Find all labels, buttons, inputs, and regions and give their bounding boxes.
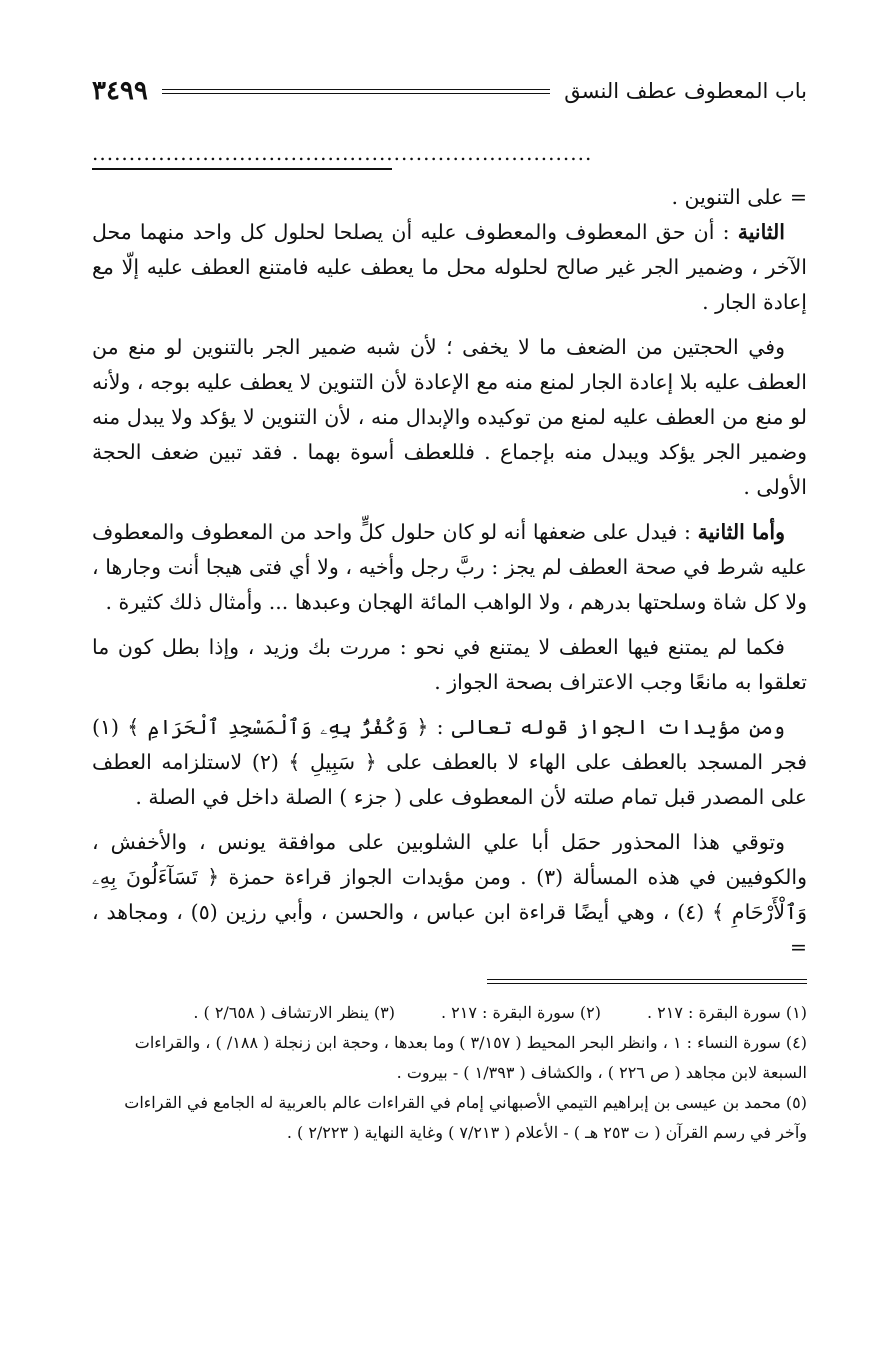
paragraph-lead: وأما الثانية	[697, 520, 785, 544]
paragraph-lead: الثانية	[737, 220, 785, 244]
header-rule	[162, 89, 550, 94]
footnote-1: (١) سورة البقرة : ٢١٧ .	[646, 1003, 807, 1022]
paragraph-readings: وتوقي هذا المحذور حمَل أبا علي الشلوبين على موافقة يونس ، والأخفش ، والكوفيين في هذه المسألة (٣) . ومن مؤيدات الجواز قراءة حمزة ﴿ تَسَآءَلُونَ بِهِۦ وَٱلْأَرْحَامِ ﴾ (٤) ، وهي أيضًا قراءة ابن عباس ، والحسن ، وأبي رزين (٥) ، ومجاهد ، =	[92, 830, 808, 959]
footnote-4: (٤) سورة النساء : ١ ، وانظر البحر المحيط ( ٣/١٥٧ ) وما بعدها ، وحجة ابن زنجلة ( ١٨٨/ ) ، والقراءات السبعة لابن مجاهد ( ص ٢٢٦ ) ، والكشاف ( ١/٣٩٣ ) - بيروت .	[134, 1033, 807, 1082]
main-text	[92, 180, 807, 965]
dot-leader: ....................................................................	[92, 142, 593, 164]
running-header	[92, 72, 807, 110]
continuation-line: = على التنوين .	[671, 185, 807, 209]
footnote-3: (٣) ينظر الارتشاف ( ٢/٦٥٨ ) .	[193, 1003, 395, 1022]
footnote-rule	[487, 979, 807, 984]
footnotes	[92, 998, 807, 1148]
paragraph-conclusion: فكما لم يمتنع فيها العطف لا يمتنع في نحو : مررت بك وزيد ، وإذا بطل كون ما تعلقوا به مانعًا وجب الاعتراف بصحة الجواز .	[92, 635, 807, 694]
paragraph-second-argument	[92, 215, 807, 320]
page-number: ٣٤٩٩	[92, 76, 148, 106]
footnote-2: (٢) سورة البقرة : ٢١٧ .	[440, 1003, 601, 1022]
footnote-row	[92, 998, 807, 1028]
book-page	[92, 72, 807, 1315]
chapter-title: باب المعطوف عطف النسق	[564, 79, 807, 103]
section-rule	[92, 168, 392, 170]
paragraph-second-rebuttal	[92, 515, 807, 620]
footnote-5: (٥) محمد بن عيسى بن إبراهيم التيمي الأصبهاني إمام في القراءات عالم بالعربية له الجامع في القراءات وآخر في رسم القرآن ( ت ٢٥٣ هـ ) - الأعلام ( ٧/٢١٣ ) وغاية النهاية ( ٢/٢٢٣ ) .	[124, 1093, 807, 1142]
paragraph-rebuttal: وفي الحجتين من الضعف ما لا يخفى ؛ لأن شبه ضمير الجر بالتنوين لو منع من العطف عليه بلا إعادة الجار لمنع منه مع الإعادة لأن التنوين لا يعطف عليه بوجه ، ولأنه لو منع من العطف عليه لمنع من توكيده والإبدال منه ، لأن التنوين لا يؤكد ولا يبدل منه وضمير الجر يؤكد ويبدل منه بإجماع . فللعطف أسوة بهما . فقد تبين ضعف الحجة الأولى .	[92, 335, 807, 499]
paragraph-text: : فيدل على ضعفها أنه لو كان حلول كلٍّ واحد من المعطوف والمعطوف عليه شرط في صحة العطف لم يجز : ربَّ رجل وأخيه ، ولا أي فتى هيجا أنت وجارها ، ولا كل شاة وسلحتها بدرهم ، ولا الواهب المائة الهجان وعبدها ... وأمثال ذلك كثيرة .	[92, 520, 807, 614]
paragraph-quran-evidence: ومن مؤيدات الجواز قوله تعالى : ﴿ وَكُفْرٌۢ بِهِۦ وَٱلْمَسْجِدِ ٱلْحَرَامِ ﴾ (١) فجر المسجد بالعطف على الهاء لا بالعطف على ﴿ سَبِيلِ ﴾ (٢) لاستلزامه العطف على المصدر قبل تمام صلته لأن المعطوف على ( جزء ) الصلة داخل في الصلة .	[92, 715, 808, 809]
paragraph-text: : أن حق المعطوف والمعطوف عليه أن يصلحا لحلول كل واحد منهما محل الآخر ، وضمير الجر غير صالح لحلوله محل ما يعطف عليه فامتنع العطف عليه إلّا مع إعادة الجار .	[92, 220, 807, 314]
